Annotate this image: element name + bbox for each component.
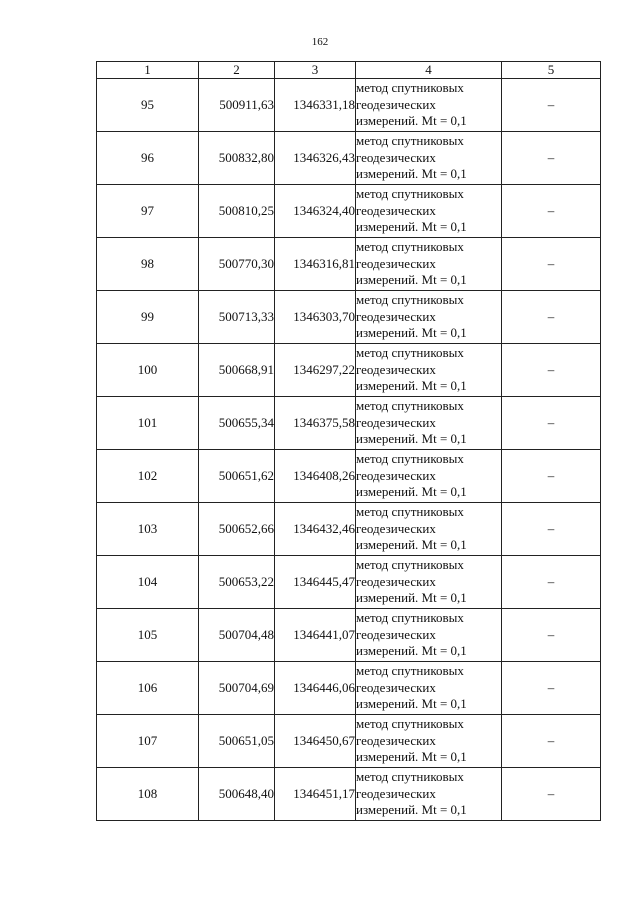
- method-cell: [356, 715, 502, 768]
- method-line: измерений. Mt = 0,1: [356, 537, 467, 553]
- method-line: измерений. Mt = 0,1: [356, 643, 467, 659]
- method-line: метод спутниковых: [356, 133, 464, 149]
- point-number-cell: 99: [97, 291, 199, 344]
- coordinate-y-cell: 1346441,07: [275, 609, 356, 662]
- coordinate-x-cell: 500651,62: [199, 450, 275, 503]
- method-line: геодезических: [356, 520, 436, 536]
- method-cell: [356, 556, 502, 609]
- coordinate-y-cell: 1346446,06: [275, 662, 356, 715]
- header-row: [97, 62, 601, 79]
- point-number-cell: 105: [97, 609, 199, 662]
- note-cell: –: [502, 238, 601, 291]
- method-line: метод спутниковых: [356, 451, 464, 467]
- table-body: [97, 79, 601, 821]
- method-line: измерений. Mt = 0,1: [356, 378, 467, 394]
- method-line: метод спутниковых: [356, 769, 464, 785]
- point-number-cell: 103: [97, 503, 199, 556]
- method-cell: [356, 768, 502, 821]
- coordinate-x-cell: 500704,48: [199, 609, 275, 662]
- note-cell: –: [502, 609, 601, 662]
- coordinate-x-cell: 500652,66: [199, 503, 275, 556]
- method-line: геодезических: [356, 202, 436, 218]
- method-cell: [356, 397, 502, 450]
- coordinate-x-cell: 500810,25: [199, 185, 275, 238]
- note-cell: –: [502, 556, 601, 609]
- method-line: метод спутниковых: [356, 186, 464, 202]
- note-cell: –: [502, 503, 601, 556]
- method-line: геодезических: [356, 785, 436, 801]
- header-col-3: 3: [275, 62, 356, 79]
- method-line: геодезических: [356, 361, 436, 377]
- note-cell: –: [502, 662, 601, 715]
- method-cell: [356, 344, 502, 397]
- method-line: измерений. Mt = 0,1: [356, 113, 467, 129]
- table-header: [97, 62, 601, 79]
- method-line: геодезических: [356, 732, 436, 748]
- coordinate-y-cell: 1346326,43: [275, 132, 356, 185]
- note-cell: –: [502, 132, 601, 185]
- table-row: [97, 344, 601, 397]
- page-number: 162: [311, 36, 329, 48]
- coordinate-y-cell: 1346432,46: [275, 503, 356, 556]
- method-line: измерений. Mt = 0,1: [356, 484, 467, 500]
- table-row: [97, 609, 601, 662]
- method-line: измерений. Mt = 0,1: [356, 802, 467, 818]
- header-col-5: 5: [502, 62, 601, 79]
- coordinate-x-cell: 500832,80: [199, 132, 275, 185]
- point-number-cell: 104: [97, 556, 199, 609]
- coordinate-x-cell: 500668,91: [199, 344, 275, 397]
- table-row: [97, 715, 601, 768]
- coordinate-y-cell: 1346324,40: [275, 185, 356, 238]
- coordinate-x-cell: 500911,63: [199, 79, 275, 132]
- table-row: [97, 768, 601, 821]
- method-line: геодезических: [356, 255, 436, 271]
- note-cell: –: [502, 185, 601, 238]
- method-line: геодезических: [356, 308, 436, 324]
- method-line: измерений. Mt = 0,1: [356, 219, 467, 235]
- coordinate-y-cell: 1346375,58: [275, 397, 356, 450]
- coordinate-y-cell: 1346303,70: [275, 291, 356, 344]
- coordinate-x-cell: 500770,30: [199, 238, 275, 291]
- method-line: геодезических: [356, 96, 436, 112]
- method-line: метод спутниковых: [356, 398, 464, 414]
- method-line: метод спутниковых: [356, 716, 464, 732]
- method-line: метод спутниковых: [356, 663, 464, 679]
- note-cell: –: [502, 768, 601, 821]
- method-line: геодезических: [356, 467, 436, 483]
- table-row: [97, 397, 601, 450]
- point-number-cell: 98: [97, 238, 199, 291]
- method-line: измерений. Mt = 0,1: [356, 749, 467, 765]
- method-line: геодезических: [356, 573, 436, 589]
- method-line: измерений. Mt = 0,1: [356, 166, 467, 182]
- table-row: [97, 79, 601, 132]
- coordinates-table: [96, 61, 601, 821]
- method-line: измерений. Mt = 0,1: [356, 325, 467, 341]
- method-line: измерений. Mt = 0,1: [356, 696, 467, 712]
- method-line: геодезических: [356, 149, 436, 165]
- coordinate-y-cell: 1346451,17: [275, 768, 356, 821]
- point-number-cell: 101: [97, 397, 199, 450]
- header-col-4: 4: [356, 62, 502, 79]
- method-cell: [356, 291, 502, 344]
- method-line: метод спутниковых: [356, 610, 464, 626]
- coordinate-y-cell: 1346316,81: [275, 238, 356, 291]
- table-row: [97, 238, 601, 291]
- method-cell: [356, 79, 502, 132]
- coordinate-y-cell: 1346450,67: [275, 715, 356, 768]
- point-number-cell: 108: [97, 768, 199, 821]
- coordinate-y-cell: 1346445,47: [275, 556, 356, 609]
- coordinate-y-cell: 1346331,18: [275, 79, 356, 132]
- point-number-cell: 95: [97, 79, 199, 132]
- coordinate-x-cell: 500713,33: [199, 291, 275, 344]
- point-number-cell: 97: [97, 185, 199, 238]
- coordinate-x-cell: 500651,05: [199, 715, 275, 768]
- table-row: [97, 291, 601, 344]
- method-cell: [356, 450, 502, 503]
- note-cell: –: [502, 291, 601, 344]
- method-line: метод спутниковых: [356, 504, 464, 520]
- table-row: [97, 662, 601, 715]
- point-number-cell: 100: [97, 344, 199, 397]
- note-cell: –: [502, 450, 601, 503]
- method-cell: [356, 238, 502, 291]
- header-col-2: 2: [199, 62, 275, 79]
- point-number-cell: 107: [97, 715, 199, 768]
- coordinate-x-cell: 500653,22: [199, 556, 275, 609]
- note-cell: –: [502, 344, 601, 397]
- method-line: геодезических: [356, 679, 436, 695]
- method-cell: [356, 609, 502, 662]
- coordinate-y-cell: 1346297,22: [275, 344, 356, 397]
- coordinate-x-cell: 500655,34: [199, 397, 275, 450]
- method-line: геодезических: [356, 414, 436, 430]
- method-cell: [356, 662, 502, 715]
- header-col-1: 1: [97, 62, 199, 79]
- table-row: [97, 185, 601, 238]
- coordinate-y-cell: 1346408,26: [275, 450, 356, 503]
- method-line: метод спутниковых: [356, 80, 464, 96]
- point-number-cell: 96: [97, 132, 199, 185]
- method-cell: [356, 503, 502, 556]
- point-number-cell: 102: [97, 450, 199, 503]
- method-line: геодезических: [356, 626, 436, 642]
- note-cell: –: [502, 79, 601, 132]
- method-line: метод спутниковых: [356, 345, 464, 361]
- note-cell: –: [502, 397, 601, 450]
- table-row: [97, 450, 601, 503]
- method-line: измерений. Mt = 0,1: [356, 431, 467, 447]
- method-line: измерений. Mt = 0,1: [356, 272, 467, 288]
- method-line: метод спутниковых: [356, 292, 464, 308]
- table-row: [97, 556, 601, 609]
- note-cell: –: [502, 715, 601, 768]
- table-row: [97, 503, 601, 556]
- point-number-cell: 106: [97, 662, 199, 715]
- coordinate-x-cell: 500704,69: [199, 662, 275, 715]
- method-line: измерений. Mt = 0,1: [356, 590, 467, 606]
- method-line: метод спутниковых: [356, 557, 464, 573]
- method-line: метод спутниковых: [356, 239, 464, 255]
- coordinate-x-cell: 500648,40: [199, 768, 275, 821]
- method-cell: [356, 185, 502, 238]
- method-cell: [356, 132, 502, 185]
- table-row: [97, 132, 601, 185]
